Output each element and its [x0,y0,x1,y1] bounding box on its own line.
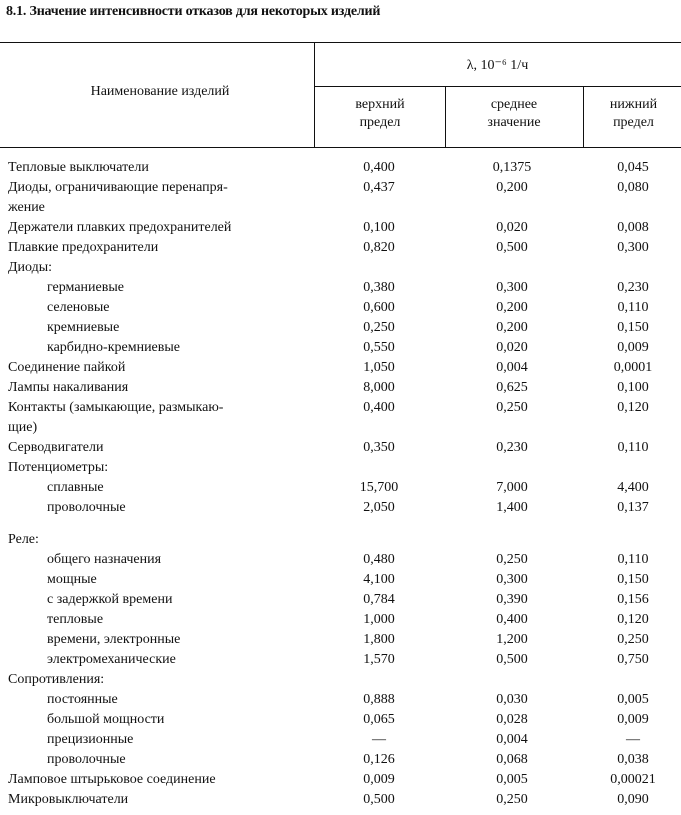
table-row [0,710,681,730]
lower-limit-value: 0,100 [617,380,649,395]
item-name: Серводвигатели [8,440,104,455]
table-row [0,418,681,438]
mean-value: 0,500 [496,652,528,667]
item-name: Соединение пайкой [8,360,126,375]
item-name: Реле: [8,532,39,547]
item-name: мощные [47,572,97,587]
upper-limit-value: 0,820 [363,240,395,255]
table-row [0,238,681,258]
item-name: жение [8,200,45,215]
upper-limit-value: 0,437 [363,180,395,195]
item-name: проволочные [47,500,126,515]
table-row [0,258,681,278]
upper-limit-value: 0,350 [363,440,395,455]
table-row [0,550,681,570]
table-row [0,278,681,298]
mean-value: 0,250 [496,792,528,807]
lower-limit-value: 0,090 [617,792,649,807]
upper-limit-value: 0,600 [363,300,395,315]
header-divider-name [314,42,315,147]
table-row [0,570,681,590]
table-row [0,590,681,610]
upper-limit-value: 0,888 [363,692,395,707]
upper-limit-value: 1,050 [363,360,395,375]
item-name: с задержкой времени [47,592,173,607]
mean-value: 7,000 [496,480,528,495]
upper-limit-value: 0,126 [363,752,395,767]
item-name: Сопротивления: [8,672,105,687]
table-row [0,178,681,198]
table-row [0,690,681,710]
lower-limit-value: 0,230 [617,280,649,295]
upper-limit-value: 0,550 [363,340,395,355]
table-row [0,478,681,498]
mean-value: 0,625 [496,380,528,395]
lower-limit-value: 0,080 [617,180,649,195]
table-title: 8.1. Значение интенсивности отказов для некоторых изделий [6,4,381,19]
mean-value: 0,200 [496,320,528,335]
upper-limit-value: 1,570 [363,652,395,667]
table-row [0,750,681,770]
upper-limit-value: 0,480 [363,552,395,567]
item-name: германиевые [47,280,124,295]
upper-limit-value: 15,700 [359,480,399,495]
item-name: Плавкие предохранители [8,240,159,255]
mean-value: 0,200 [496,180,528,195]
item-name: общего назначения [47,552,162,567]
upper-limit-value: 0,065 [363,712,395,727]
upper-limit-value: — [372,732,386,747]
lower-limit-value: 0,120 [617,612,649,627]
lower-limit-value: 0,750 [617,652,649,667]
upper-limit-value: 0,100 [363,220,395,235]
header-upper-limit: верхний предел [355,97,405,130]
upper-limit-value: 2,050 [363,500,395,515]
mean-value: 0,300 [496,572,528,587]
table-row [0,458,681,478]
lower-limit-value: 0,137 [617,500,649,515]
item-name: времени, электронные [47,632,181,647]
item-name: тепловые [47,612,104,627]
mean-value: 0,250 [496,552,528,567]
mean-value: 0,200 [496,300,528,315]
item-name: Диоды: [8,260,53,275]
item-name: Диоды, ограничивающие перенапря- [8,180,228,195]
table-row [0,298,681,318]
mean-value: 0,390 [496,592,528,607]
header-lower-limit: нижний предел [609,97,658,130]
mean-value: 0,020 [496,340,528,355]
upper-limit-value: 0,400 [363,160,395,175]
item-name: электромеханические [47,652,176,667]
item-name: прецизионные [47,732,134,747]
table-row [0,670,681,690]
lower-limit-value: 0,045 [617,160,649,175]
item-name: большой мощности [47,712,165,727]
lower-limit-value: 0,150 [617,572,649,587]
item-name: Микровыключатели [8,792,129,807]
header-divider-upper [445,86,446,147]
upper-limit-value: 0,380 [363,280,395,295]
lower-limit-value: — [626,732,640,747]
table-row [0,318,681,338]
lower-limit-value: 0,009 [617,340,649,355]
item-name: Ламповое штырьковое соединение [8,772,216,787]
item-name: карбидно-кремниевые [47,340,180,355]
table-row [0,198,681,218]
table-row [0,398,681,418]
lower-limit-value: 0,00021 [610,772,656,787]
mean-value: 0,230 [496,440,528,455]
mean-value: 0,020 [496,220,528,235]
item-name: Контакты (замыкающие, размыкаю- [8,400,224,415]
lower-limit-value: 0,150 [617,320,649,335]
table-row [0,378,681,398]
item-name: Держатели плавких предохранителей [8,220,232,235]
lower-limit-value: 0,0001 [613,360,653,375]
table-row [0,218,681,238]
table-row [0,438,681,458]
item-name: Потенциометры: [8,460,109,475]
upper-limit-value: 1,000 [363,612,395,627]
mean-value: 0,1375 [492,160,532,175]
table-row [0,730,681,750]
header-divider-mean [583,86,584,147]
lower-limit-value: 4,400 [617,480,649,495]
table-row [0,530,681,550]
mean-value: 1,200 [496,632,528,647]
lower-limit-value: 0,156 [617,592,649,607]
upper-limit-value: 0,500 [363,792,395,807]
upper-limit-value: 4,100 [363,572,395,587]
lower-limit-value: 0,009 [617,712,649,727]
item-name: постоянные [47,692,118,707]
mean-value: 0,500 [496,240,528,255]
upper-limit-value: 0,784 [363,592,395,607]
table-row [0,158,681,178]
item-name: сплавные [47,480,104,495]
item-name: проволочные [47,752,126,767]
lower-limit-value: 0,250 [617,632,649,647]
upper-limit-value: 1,800 [363,632,395,647]
header-mean-value: среднее значение [487,97,541,130]
lower-limit-value: 0,300 [617,240,649,255]
lower-limit-value: 0,038 [617,752,649,767]
mean-value: 0,004 [496,732,528,747]
table-row [0,770,681,790]
table-row [0,790,681,810]
upper-limit-value: 0,250 [363,320,395,335]
upper-limit-value: 0,400 [363,400,395,415]
table-row [0,338,681,358]
table-row [0,358,681,378]
upper-limit-value: 0,009 [363,772,395,787]
lower-limit-value: 0,120 [617,400,649,415]
lower-limit-value: 0,110 [617,552,649,567]
mean-value: 0,068 [496,752,528,767]
upper-limit-value: 8,000 [363,380,395,395]
lambda-header-rule [314,86,681,87]
mean-value: 0,300 [496,280,528,295]
mean-value: 0,400 [496,612,528,627]
header-bottom-rule [0,147,681,148]
lower-limit-value: 0,110 [617,300,649,315]
table-row [0,650,681,670]
lower-limit-value: 0,005 [617,692,649,707]
mean-value: 1,400 [496,500,528,515]
mean-value: 0,028 [496,712,528,727]
table-top-rule [0,42,681,43]
item-name: селеновые [47,300,110,315]
mean-value: 0,005 [496,772,528,787]
table-row [0,498,681,518]
item-name: кремниевые [47,320,120,335]
item-name: щие) [8,420,38,435]
mean-value: 0,030 [496,692,528,707]
mean-value: 0,004 [496,360,528,375]
lower-limit-value: 0,008 [617,220,649,235]
mean-value: 0,250 [496,400,528,415]
header-lambda-units: λ, 10⁻⁶ 1/ч [466,58,529,73]
table-row [0,610,681,630]
lower-limit-value: 0,110 [617,440,649,455]
table-row [0,630,681,650]
item-name: Лампы накаливания [8,380,129,395]
header-name-column: Наименование изделий [90,84,230,99]
item-name: Тепловые выключатели [8,160,149,175]
